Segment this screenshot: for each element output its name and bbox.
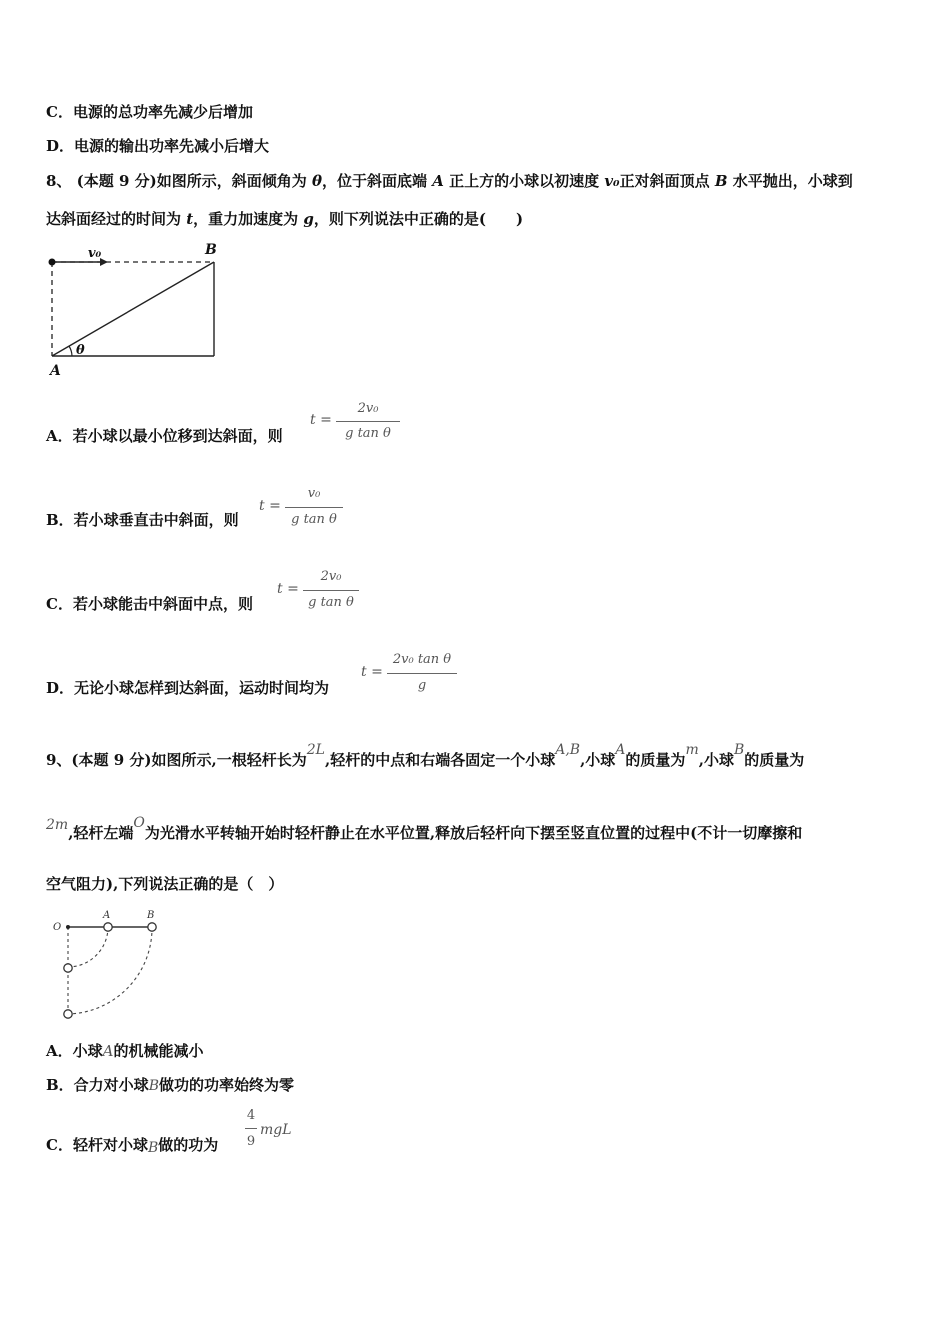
q8-fig-v0: v₀ [88, 246, 102, 261]
q8-option-d-formula: t = 2v₀ tan θ g [361, 650, 461, 702]
q9-stem-line1: 9、(本题 9 分)如图所示,一根轻杆长为2L,轻杆的中点和右端各固定一个小球A,B,小球A的质量为m,小球B的质量为 [46, 742, 805, 769]
q9-fig-b: B [147, 910, 155, 921]
q8-fig-b: B [205, 242, 217, 258]
q9-rod-figure [50, 906, 170, 1024]
q9-option-b: B．合力对小球B做功的功率始终为零 [46, 1076, 294, 1094]
q8-option-d: D．无论小球怎样到达斜面，运动时间均为 [46, 679, 330, 697]
q9-option-a: A．小球A的机械能减小 [46, 1042, 204, 1060]
q8-stem-line2: 达斜面经过的时间为 t，重力加速度为 g，则下列说法中正确的是( ) [46, 210, 524, 228]
q9-fig-a: A [103, 910, 111, 921]
q8-fig-a: A [50, 363, 61, 379]
q7-option-c: C．电源的总功率先减少后增加 [46, 103, 253, 121]
q8-option-c: C．若小球能击中斜面中点，则 [46, 595, 253, 613]
q9-option-c-formula: 4 9 mgL [246, 1108, 292, 1149]
q9-stem-line2: 2m,轻杆左端O为光滑水平转轴开始时轻杆静止在水平位置,释放后轻杆向下摆至竖直位置的过程中(不计一切摩擦和 [46, 815, 803, 842]
q9-fig-o: O [53, 922, 62, 933]
q8-option-a: A．若小球以最小位移到达斜面，则 [46, 427, 283, 445]
q8-fig-theta: θ [76, 343, 85, 358]
q9-option-c: C．轻杆对小球B做的功为 [46, 1136, 219, 1156]
q8-option-b-formula: t = v₀ g tan θ [259, 484, 349, 536]
q8-stem-line1: 8、 (本题 9 分)如图所示，斜面倾角为 θ，位于斜面底端 A 正上方的小球以初速度 v₀正对斜面顶点 B 水平抛出，小球到 [46, 172, 853, 190]
q8-option-b: B．若小球垂直击中斜面，则 [46, 511, 239, 529]
q8-incline-figure [42, 238, 232, 380]
q9-stem-line3: 空气阻力),下列说法正确的是（ ） [46, 875, 284, 893]
q7-option-d: D．电源的输出功率先减小后增大 [46, 137, 270, 155]
q8-option-a-formula: t = 2v₀ g tan θ [310, 398, 400, 450]
q8-option-c-formula: t = 2v₀ g tan θ [277, 567, 367, 619]
